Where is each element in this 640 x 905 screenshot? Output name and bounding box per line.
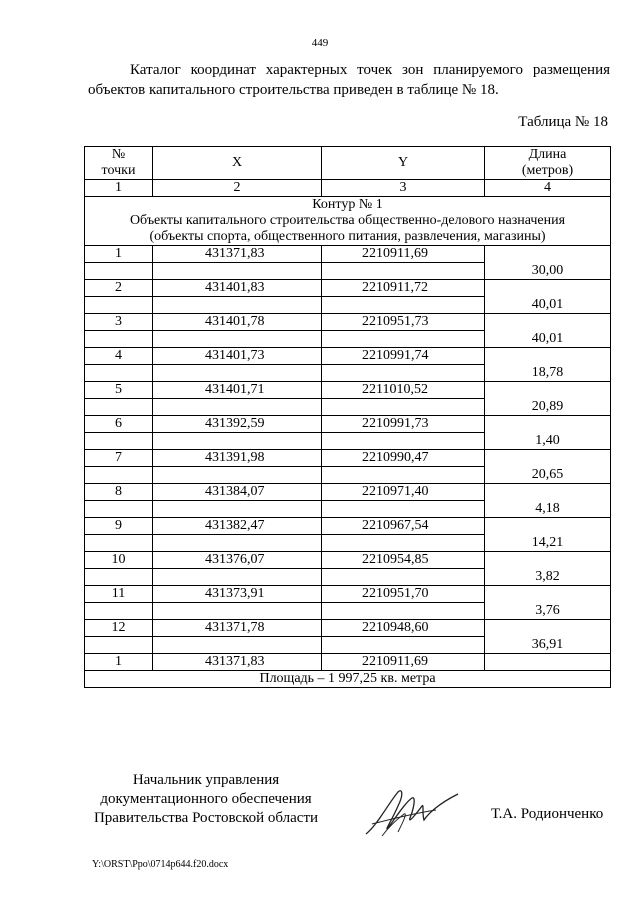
- point-number: 10: [85, 552, 153, 569]
- empty-cell: [85, 637, 153, 654]
- intro-paragraph: Каталог координат характерных точек зон планируемого размещения объектов капитального строительства приведен в таблице № 18.: [88, 62, 610, 98]
- empty-cell: [322, 365, 485, 382]
- section-title: Контур № 1: [312, 197, 383, 212]
- header-y-label: Y: [397, 155, 409, 170]
- y-coordinate: 2210911,69: [322, 654, 485, 671]
- column-number-row: [85, 180, 611, 197]
- empty-cell: [322, 263, 485, 280]
- length-cell-empty: [485, 620, 611, 637]
- empty-cell: [153, 433, 322, 450]
- length-row: [85, 569, 611, 586]
- column-number: 4: [485, 180, 611, 197]
- empty-cell: [85, 501, 153, 518]
- empty-cell: [85, 297, 153, 314]
- y-coordinate: 2210911,72: [322, 280, 485, 297]
- table-row: [85, 348, 611, 365]
- header-x-label: X: [231, 155, 243, 170]
- table-row: [85, 518, 611, 535]
- area-total: Площадь – 1 997,25 кв. метра: [85, 671, 611, 688]
- x-coordinate: 431401,73: [153, 348, 322, 365]
- file-path: Y:\ORST\Ppo\0714p644.f20.docx: [92, 859, 229, 870]
- empty-cell: [322, 501, 485, 518]
- empty-cell: [153, 603, 322, 620]
- empty-cell: [153, 297, 322, 314]
- signatory-name: Т.А. Родионченко: [491, 806, 604, 822]
- coordinates-table: [84, 146, 611, 688]
- header-point-number: [85, 147, 153, 180]
- point-number: 1: [85, 654, 153, 671]
- length-row: [85, 331, 611, 348]
- length-cell-empty: [485, 280, 611, 297]
- y-coordinate: 2210991,73: [322, 416, 485, 433]
- length-row: [85, 297, 611, 314]
- table-row: [85, 654, 611, 671]
- empty-cell: [322, 603, 485, 620]
- y-coordinate: 2210951,73: [322, 314, 485, 331]
- header-x: [153, 147, 322, 180]
- area-row: [85, 671, 611, 688]
- x-coordinate: 431401,71: [153, 382, 322, 399]
- table-caption: Таблица № 18: [518, 114, 608, 130]
- y-coordinate: 2210954,85: [322, 552, 485, 569]
- point-number: 9: [85, 518, 153, 535]
- length-row: [85, 263, 611, 280]
- empty-cell: [153, 535, 322, 552]
- x-coordinate: 431371,83: [153, 654, 322, 671]
- length-row: [85, 467, 611, 484]
- x-coordinate: 431401,78: [153, 314, 322, 331]
- signatory-title-line: Начальник управления: [132, 772, 280, 788]
- empty-cell: [322, 535, 485, 552]
- header-y: [322, 147, 485, 180]
- table-row: [85, 484, 611, 501]
- segment-length: 3,82: [485, 569, 611, 586]
- empty-cell: [153, 467, 322, 484]
- empty-cell: [85, 569, 153, 586]
- table-row: [85, 552, 611, 569]
- table-row: [85, 450, 611, 467]
- empty-cell: [85, 399, 153, 416]
- empty-cell: [85, 263, 153, 280]
- segment-length: 1,40: [485, 433, 611, 450]
- section-subdescription: (объекты спорта, общественного питания, развлечения, магазины): [149, 229, 546, 244]
- empty-cell: [153, 263, 322, 280]
- signatory-title-line: Правительства Ростовской области: [93, 810, 319, 826]
- empty-cell: [85, 467, 153, 484]
- segment-length: 40,01: [485, 331, 611, 348]
- empty-cell: [153, 637, 322, 654]
- empty-cell: [85, 365, 153, 382]
- segment-length: 3,76: [485, 603, 611, 620]
- empty-cell: [322, 331, 485, 348]
- header-point-number-label: № точки: [101, 147, 136, 178]
- column-number: 2: [153, 180, 322, 197]
- signatory-title-line: документационного обеспечения: [100, 791, 312, 807]
- header-row: [85, 147, 611, 180]
- table-row: [85, 620, 611, 637]
- empty-cell: [153, 399, 322, 416]
- segment-length: 20,65: [485, 467, 611, 484]
- table-row: [85, 382, 611, 399]
- length-cell-empty: [485, 484, 611, 501]
- table-row: [85, 586, 611, 603]
- signatory-title: [86, 771, 326, 828]
- section-description: Объекты капитального строительства общественно-делового назначения: [129, 213, 566, 228]
- length-cell-empty: [485, 382, 611, 399]
- table-row: [85, 314, 611, 331]
- x-coordinate: 431371,78: [153, 620, 322, 637]
- y-coordinate: 2210990,47: [322, 450, 485, 467]
- length-row: [85, 433, 611, 450]
- header-length-label: Длина (метров): [521, 147, 574, 178]
- segment-length: 20,89: [485, 399, 611, 416]
- y-coordinate: 2210967,54: [322, 518, 485, 535]
- y-coordinate: 2210951,70: [322, 586, 485, 603]
- point-number: 5: [85, 382, 153, 399]
- empty-cell: [85, 603, 153, 620]
- segment-length: 36,91: [485, 637, 611, 654]
- empty-cell: [322, 399, 485, 416]
- empty-cell: [85, 433, 153, 450]
- point-number: 11: [85, 586, 153, 603]
- length-cell-empty: [485, 450, 611, 467]
- length-row: [85, 603, 611, 620]
- x-coordinate: 431401,83: [153, 280, 322, 297]
- length-cell-empty: [485, 654, 611, 671]
- length-cell-empty: [485, 416, 611, 433]
- x-coordinate: 431382,47: [153, 518, 322, 535]
- length-row: [85, 399, 611, 416]
- length-cell-empty: [485, 348, 611, 365]
- length-row: [85, 365, 611, 382]
- y-coordinate: 2211010,52: [322, 382, 485, 399]
- point-number: 7: [85, 450, 153, 467]
- segment-length: 30,00: [485, 263, 611, 280]
- empty-cell: [85, 535, 153, 552]
- point-number: 2: [85, 280, 153, 297]
- handwritten-signature: [358, 784, 468, 842]
- point-number: 3: [85, 314, 153, 331]
- y-coordinate: 2210948,60: [322, 620, 485, 637]
- length-cell-empty: [485, 314, 611, 331]
- point-number: 12: [85, 620, 153, 637]
- x-coordinate: 431373,91: [153, 586, 322, 603]
- empty-cell: [153, 365, 322, 382]
- length-cell-empty: [485, 586, 611, 603]
- empty-cell: [322, 297, 485, 314]
- length-row: [85, 535, 611, 552]
- segment-length: 40,01: [485, 297, 611, 314]
- empty-cell: [153, 501, 322, 518]
- x-coordinate: 431384,07: [153, 484, 322, 501]
- segment-length: 4,18: [485, 501, 611, 518]
- x-coordinate: 431371,83: [153, 246, 322, 263]
- table-row: [85, 246, 611, 263]
- y-coordinate: 2210971,40: [322, 484, 485, 501]
- length-row: [85, 501, 611, 518]
- x-coordinate: 431376,07: [153, 552, 322, 569]
- x-coordinate: 431391,98: [153, 450, 322, 467]
- section-row: [85, 197, 611, 246]
- empty-cell: [322, 637, 485, 654]
- point-number: 1: [85, 246, 153, 263]
- x-coordinate: 431392,59: [153, 416, 322, 433]
- page-number: 449: [311, 37, 329, 49]
- length-cell-empty: [485, 246, 611, 263]
- column-number: 1: [85, 180, 153, 197]
- empty-cell: [85, 331, 153, 348]
- point-number: 6: [85, 416, 153, 433]
- empty-cell: [322, 433, 485, 450]
- empty-cell: [153, 331, 322, 348]
- y-coordinate: 2210911,69: [322, 246, 485, 263]
- length-cell-empty: [485, 552, 611, 569]
- header-length: [485, 147, 611, 180]
- table-row: [85, 280, 611, 297]
- point-number: 8: [85, 484, 153, 501]
- table-row: [85, 416, 611, 433]
- column-number: 3: [322, 180, 485, 197]
- segment-length: 18,78: [485, 365, 611, 382]
- empty-cell: [322, 569, 485, 586]
- section-header: [85, 197, 611, 246]
- point-number: 4: [85, 348, 153, 365]
- y-coordinate: 2210991,74: [322, 348, 485, 365]
- length-cell-empty: [485, 518, 611, 535]
- points-body: [85, 246, 611, 671]
- length-row: [85, 637, 611, 654]
- empty-cell: [153, 569, 322, 586]
- empty-cell: [322, 467, 485, 484]
- segment-length: 14,21: [485, 535, 611, 552]
